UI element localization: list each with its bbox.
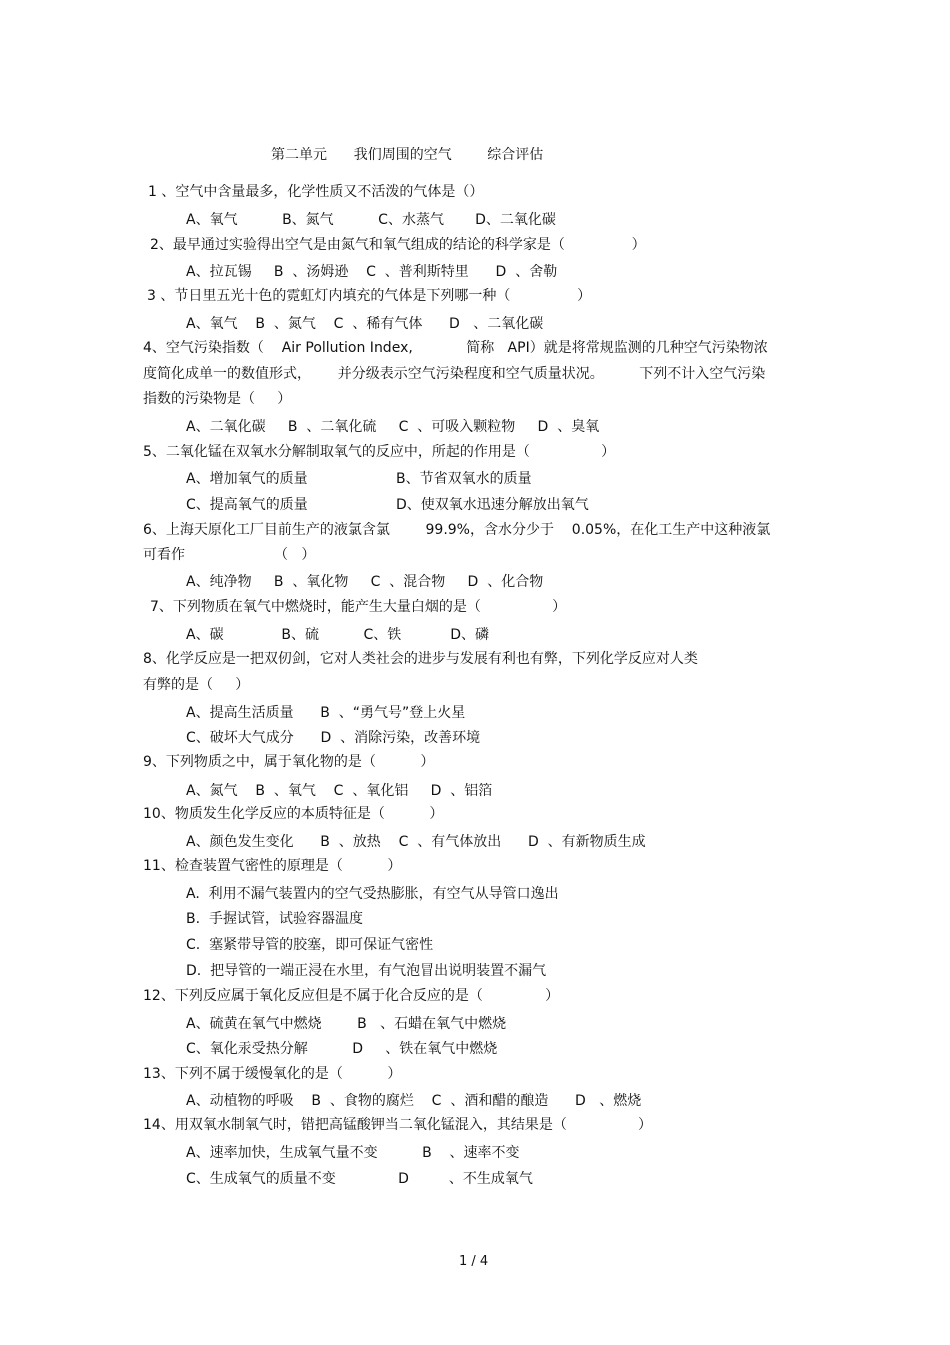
- q14-options-ab: A、速率加快，生成氧气量不变 B 、速率不变: [186, 1145, 520, 1161]
- q11-option-c: C. 塞紧带导管的胶塞，即可保证气密性: [186, 937, 434, 953]
- q11-option-d: D. 把导管的一端正浸在水里，有气泡冒出说明装置不漏气: [186, 963, 547, 979]
- question-5: 5、二氧化锰在双氧水分解制取氧气的反应中，所起的作用是（ ）: [143, 444, 616, 460]
- question-4-line-3: 指数的污染物是（ ）: [143, 391, 292, 407]
- question-12: 12、下列反应属于氧化反应但是不属于化合反应的是（ ）: [143, 988, 560, 1004]
- question-8-line-2: 有弊的是（ ）: [143, 677, 250, 693]
- question-7: 7、下列物质在氧气中燃烧时，能产生大量白烟的是（ ）: [150, 599, 567, 615]
- question-1: 1 、空气中含量最多，化学性质又不活泼的气体是（）: [148, 184, 484, 200]
- q12-options-cd: C、氧化汞受热分解 D 、铁在氧气中燃烧: [186, 1041, 498, 1057]
- q10-options: A、颜色发生变化 B 、放热 C 、有气体放出 D 、有新物质生成: [186, 834, 646, 850]
- q5-option-a: A、增加氧气的质量: [186, 471, 308, 487]
- q12-options-ab: A、硫黄在氧气中燃烧 B 、石蜡在氧气中燃烧: [186, 1016, 507, 1032]
- q5-option-c: C、提高氧气的质量: [186, 497, 308, 513]
- question-10: 10、物质发生化学反应的本质特征是（ ）: [143, 806, 444, 822]
- q5-option-d: D、使双氧水迅速分解放出氧气: [396, 497, 589, 513]
- q11-option-b: B. 手握试管，试验容器温度: [186, 911, 363, 927]
- question-3: 3 、节日里五光十色的霓虹灯内填充的气体是下列哪一种（ ）: [147, 288, 592, 304]
- q14-options-cd: C、生成氧气的质量不变 D 、不生成氧气: [186, 1171, 533, 1187]
- q3-options: A、氧气 B 、氮气 C 、稀有气体 D 、二氧化碳: [186, 316, 544, 332]
- q13-options: A、动植物的呼吸 B 、食物的腐烂 C 、酒和醋的酿造 D 、燃烧: [186, 1093, 642, 1109]
- q9-options: A、氮气 B 、氧气 C 、氧化铝 D 、铝箔: [186, 783, 493, 799]
- question-9: 9、下列物质之中，属于氧化物的是（ ）: [143, 754, 435, 770]
- q1-options: A、氧气 B、氮气 C、水蒸气 D、二氧化碳: [186, 212, 556, 228]
- question-14: 14、用双氧水制氧气时，错把高锰酸钾当二氧化锰混入，其结果是（ ）: [143, 1117, 653, 1133]
- q4-options: A、二氧化碳 B 、二氧化硫 C 、可吸入颗粒物 D 、臭氧: [186, 419, 600, 435]
- q6-options: A、纯净物 B 、氧化物 C 、混合物 D 、化合物: [186, 574, 544, 590]
- q11-option-a: A. 利用不漏气装置内的空气受热膨胀，有空气从导管口逸出: [186, 886, 559, 902]
- q5-option-b: B、节省双氧水的质量: [396, 471, 532, 487]
- question-2: 2、最早通过实验得出空气是由氮气和氧气组成的结论的科学家是（ ）: [150, 237, 646, 253]
- question-4-line-2: 度简化成单一的数值形式， 并分级表示空气污染程度和空气质量状况。 下列不计入空气污染: [143, 366, 766, 382]
- page-title: 第二单元 我们周围的空气 综合评估: [271, 147, 544, 163]
- question-11: 11、检查装置气密性的原理是（ ）: [143, 858, 402, 874]
- question-13: 13、下列不属于缓慢氧化的是（ ）: [143, 1066, 402, 1082]
- q8-options-cd: C、破坏大气成分 D 、消除污染，改善环境: [186, 730, 481, 746]
- question-8-line-1: 8、化学反应是一把双仞剑，它对人类社会的进步与发展有利也有弊，下列化学反应对人类: [143, 651, 698, 667]
- q2-options: A、拉瓦锡 B 、汤姆逊 C 、普利斯特里 D 、舍勒: [186, 264, 558, 280]
- q7-options: A、碳 B、硫 C、铁 D、磷: [186, 627, 490, 643]
- page-number: 1 / 4: [459, 1254, 489, 1269]
- question-6-line-1: 6、上海天原化工厂目前生产的液氯含氯 99.9%，含水分少于 0.05%，在化工生产中这种液氯: [143, 522, 771, 538]
- question-6-line-2: 可看作 （ ）: [143, 547, 316, 563]
- question-4-line-1: 4、空气污染指数（ Air Pollution Index, 简称 API）就是将常规监测的几种空气污染物浓: [143, 340, 768, 356]
- q8-options-ab: A、提高生活质量 B 、“勇气号”登上火星: [186, 705, 466, 721]
